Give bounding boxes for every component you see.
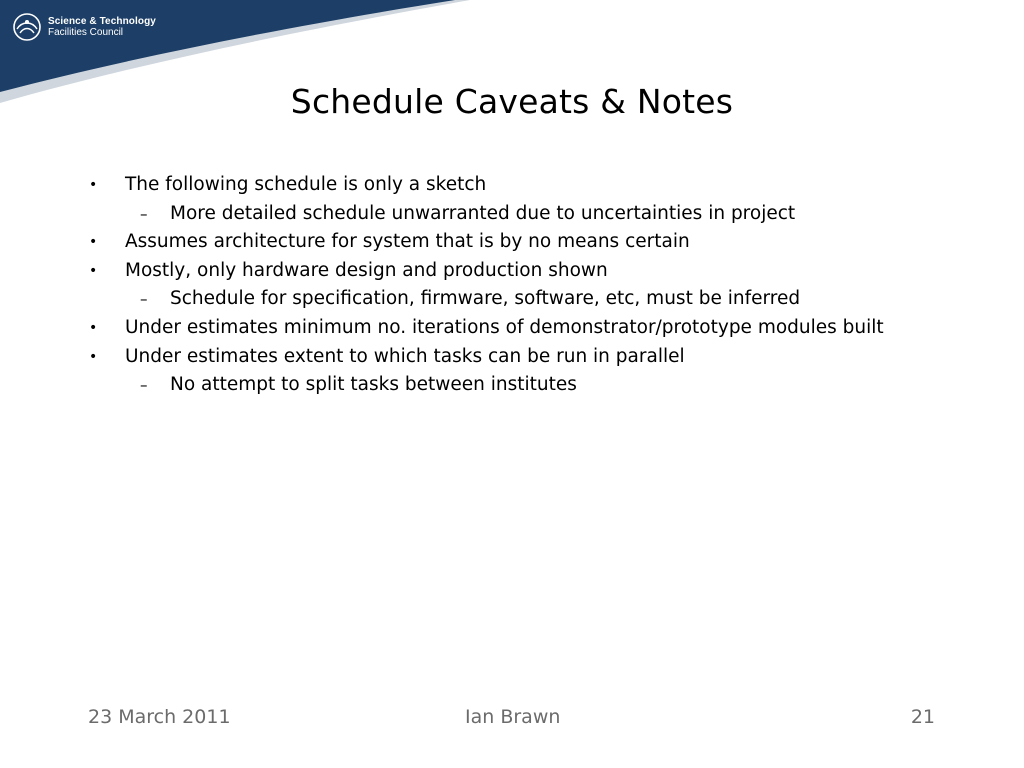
sub-bullet-marker: – [140,376,148,395]
bullet-item [0,257,1024,286]
stfc-logo-text [48,16,156,38]
footer-page-number: 21 [910,706,935,728]
sub-bullet-item [0,285,1024,314]
sub-bullet-text: Schedule for specification, firmware, software, etc, must be inferred [170,288,801,310]
stfc-logo-icon [12,12,42,42]
organisation-name-line1: Science & Technology [48,16,156,27]
bullet-item [0,343,1024,372]
bullet-marker: • [89,262,98,279]
footer-date: 23 March 2011 [88,706,231,728]
sub-bullet-marker: – [140,204,148,223]
footer-author: Ian Brawn [465,706,561,728]
bullet-item [0,228,1024,257]
sub-bullet-text: More detailed schedule unwarranted due to uncertainties in project [170,202,796,224]
bullet-text: Assumes architecture for system that is by no means certain [125,231,690,253]
slide-title: Schedule Caveats & Notes [290,82,734,121]
sub-bullet-item [0,371,1024,400]
sub-bullet-marker: – [140,290,148,309]
bullet-marker: • [89,234,98,251]
organisation-name-line2: Facilities Council [48,27,124,38]
bullet-text: Mostly, only hardware design and production shown [125,259,608,281]
bullet-marker: • [89,177,98,193]
stfc-logo [12,12,156,42]
sub-bullet-item [0,200,1024,229]
bullet-item [0,171,1024,200]
bullet-marker: • [89,348,98,365]
bullet-marker: • [89,319,98,336]
sub-bullet-text: No attempt to split tasks between institutes [170,374,577,396]
bullet-text: Under estimates minimum no. iterations of demonstrator/prototype modules built [125,316,884,338]
bullet-item [0,314,1024,343]
bullet-text: Under estimates extent to which tasks can be run in parallel [125,345,685,367]
bullet-text: The following schedule is only a sketch [125,174,487,195]
bullet-list [0,171,1024,400]
